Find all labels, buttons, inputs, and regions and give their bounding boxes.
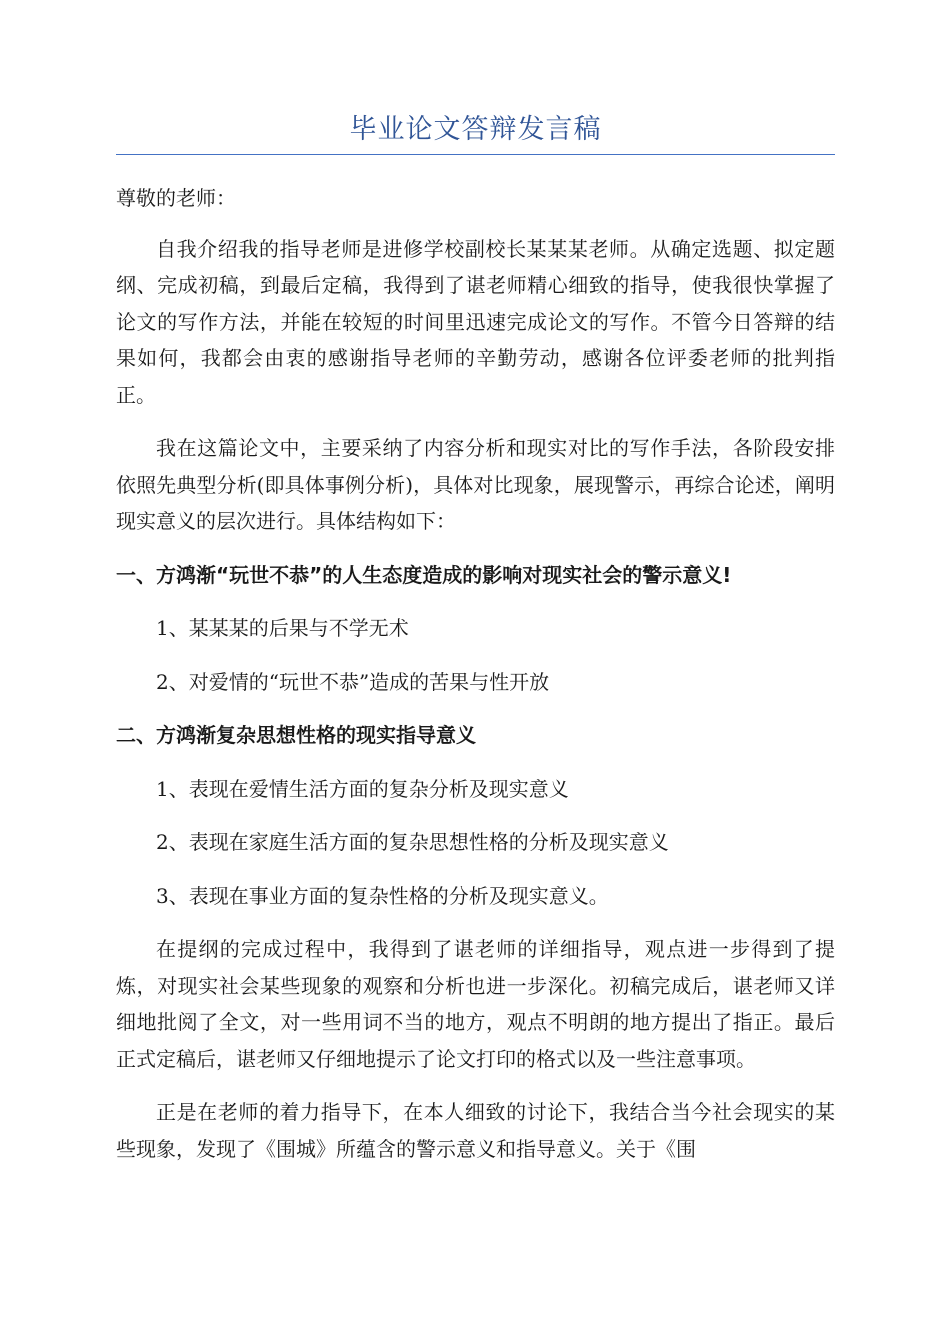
list-item: 3、表现在事业方面的复杂性格的分析及现实意义。 <box>156 883 609 908</box>
salutation: 尊敬的老师： <box>116 186 236 210</box>
document-body <box>116 180 835 1184</box>
list-item: 2、对爱情的“玩世不恭”造成的苦果与性开放 <box>156 669 550 694</box>
title-underline <box>116 154 835 155</box>
section-heading: 二、方鸿渐复杂思想性格的现实指导意义 <box>116 723 476 747</box>
paragraph: 自我介绍我的指导老师是进修学校副校长某某某老师。从确定选题、拟定题纲、完成初稿，到最后定稿，我得到了谌老师精心细致的指导，使我很快掌握了论文的写作方法，并能在较短的时间里迅速完成论文的写作。不管今日答辩的结果如何，我都会由衷的感谢指导老师的辛勤劳动，感谢各位评委老师的批判指正。 <box>116 236 835 407</box>
paragraph: 在提纲的完成过程中，我得到了谌老师的详细指导，观点进一步得到了提炼，对现实社会某些现象的观察和分析也进一步深化。初稿完成后，谌老师又详细地批阅了全文，对一些用词不当的地方，观点不明朗的地方提出了指正。最后正式定稿后，谌老师又仔细地提示了论文打印的格式以及一些注意事项。 <box>116 937 835 1071</box>
document-title: 毕业论文答辩发言稿 <box>349 114 602 145</box>
list-item: 1、某某某的后果与不学无术 <box>156 616 409 640</box>
list-item: 2、表现在家庭生活方面的复杂思想性格的分析及现实意义 <box>156 830 669 854</box>
paragraph: 正是在老师的着力指导下，在本人细致的讨论下，我结合当今社会现实的某些现象，发现了《围城》所蕴含的警示意义和指导意义。关于《围 <box>116 1100 835 1161</box>
paragraph: 我在这篇论文中，主要采纳了内容分析和现实对比的写作手法，各阶段安排依照先典型分析(即具体事例分析)，具体对比现象，展现警示，再综合论述，阐明现实意义的层次进行。具体结构如下： <box>116 436 835 533</box>
list-item: 1、表现在爱情生活方面的复杂分析及现实意义 <box>156 776 569 801</box>
section-heading: 一、方鸿渐“玩世不恭”的人生态度造成的影响对现实社会的警示意义! <box>116 562 732 587</box>
